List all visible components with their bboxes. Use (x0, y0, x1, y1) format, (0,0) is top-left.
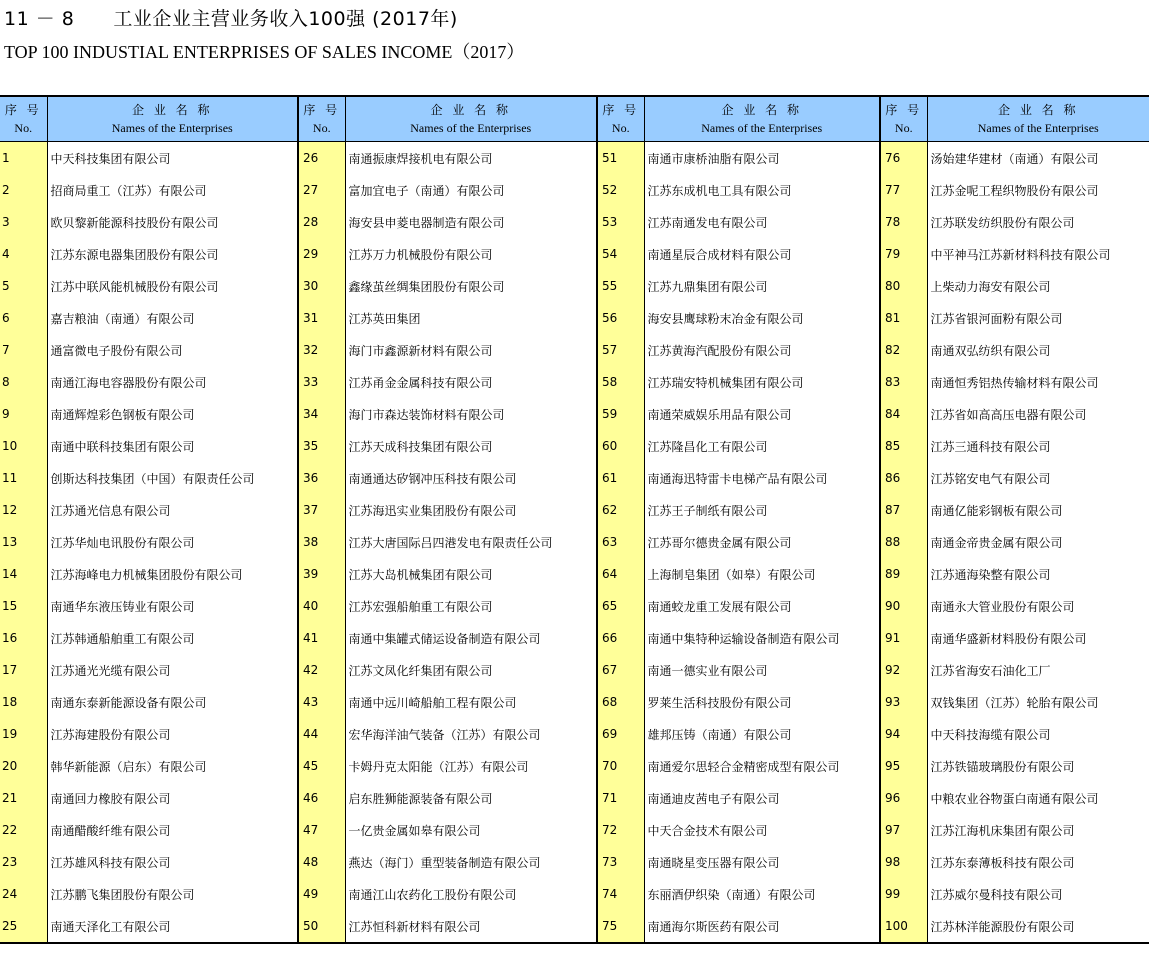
enterprise-name-cell: 江苏林洋能源股份有限公司 (927, 910, 1149, 943)
enterprise-name-cell: 江苏文凤化纤集团有限公司 (345, 654, 597, 686)
enterprise-name-cell: 上海制皂集团（如皋）有限公司 (644, 558, 880, 590)
enterprise-name-cell: 燕达（海门）重型装备制造有限公司 (345, 846, 597, 878)
enterprise-name-cell: 江苏通光信息有限公司 (47, 494, 298, 526)
table-row (0, 782, 1149, 814)
rank-cell: 75 (597, 910, 644, 943)
enterprise-name-cell: 江苏东泰薄板科技有限公司 (930, 855, 1075, 870)
rank-cell: 14 (0, 558, 47, 590)
table-row (0, 558, 1149, 590)
rank-cell: 96 (880, 782, 927, 814)
rank-cell: 27 (298, 174, 345, 206)
rank-cell: 39 (298, 558, 345, 590)
enterprise-name-cell: 江苏海峰电力机械集团股份有限公司 (47, 558, 298, 590)
enterprise-name-cell: 创斯达科技集团（中国）有限责任公司 (47, 462, 298, 494)
rank-cell: 91 (880, 622, 927, 654)
rank-cell: 48 (298, 846, 345, 878)
table-row (0, 430, 1149, 462)
table-row (0, 654, 1149, 686)
rank-cell: 86 (880, 462, 927, 494)
rank-cell: 62 (597, 494, 644, 526)
enterprise-name-cell: 江苏天成科技集团有限公司 (345, 430, 597, 462)
rank-cell: 61 (597, 462, 644, 494)
rank-cell: 68 (597, 686, 644, 718)
page-subtitle: TOP 100 INDUSTIAL ENTERPRISES OF SALES INCOME（2017） (4, 42, 525, 62)
page-title: 11 － 8 工业企业主营业务收入100强 (2017年) (4, 8, 458, 30)
rank-cell: 31 (298, 302, 345, 334)
table-row (0, 526, 1149, 558)
rank-cell: 77 (880, 174, 927, 206)
enterprise-name-cell: 南通东泰新能源设备有限公司 (47, 686, 298, 718)
enterprise-name-cell: 南通华东液压铸业有限公司 (47, 590, 298, 622)
enterprise-name-cell: 江苏东成机电工具有限公司 (644, 174, 880, 206)
rank-cell: 98 (880, 846, 927, 878)
enterprise-name-cell: 江苏铭安电气有限公司 (930, 471, 1051, 486)
table-row (0, 590, 1149, 622)
rank-cell: 51 (597, 142, 644, 175)
enterprise-name-cell: 卡姆丹克太阳能（江苏）有限公司 (345, 750, 597, 782)
enterprise-name-cell: 南通辉煌彩色钢板有限公司 (47, 398, 298, 430)
rank-cell: 99 (880, 878, 927, 910)
enterprise-name-cell: 海门市森达装饰材料有限公司 (345, 398, 597, 430)
rank-cell: 15 (0, 590, 47, 622)
rank-cell: 9 (0, 398, 47, 430)
rank-cell: 54 (597, 238, 644, 270)
rank-cell: 55 (597, 270, 644, 302)
enterprise-name-cell: 中天科技海缆有限公司 (930, 727, 1051, 742)
rank-cell: 70 (597, 750, 644, 782)
enterprise-name-cell: 南通回力橡胶有限公司 (47, 782, 298, 814)
rank-cell: 17 (0, 654, 47, 686)
enterprise-name-cell: 海安县申菱电器制造有限公司 (345, 206, 597, 238)
enterprise-name-cell: 江苏金呢工程织物股份有限公司 (930, 183, 1099, 198)
enterprise-name-cell: 江苏南通发电有限公司 (644, 206, 880, 238)
rank-cell: 12 (0, 494, 47, 526)
table-row (0, 334, 1149, 366)
enterprise-name-cell: 海安县鹰球粉末冶金有限公司 (644, 302, 880, 334)
rank-cell: 65 (597, 590, 644, 622)
enterprise-name-cell: 江苏省海安石油化工厂 (930, 663, 1051, 678)
enterprise-name-cell: 南通晓星变压器有限公司 (644, 846, 880, 878)
rank-cell: 29 (298, 238, 345, 270)
rank-cell: 78 (880, 206, 927, 238)
enterprise-name-cell: 东丽酒伊织染（南通）有限公司 (644, 878, 880, 910)
table-row (0, 718, 1149, 750)
table-row (0, 494, 1149, 526)
rank-cell: 80 (880, 270, 927, 302)
rank-cell: 73 (597, 846, 644, 878)
enterprise-name-cell: 鑫缘茧丝绸集团股份有限公司 (345, 270, 597, 302)
col-header-no: 序 号 No. (0, 96, 47, 142)
rank-cell: 44 (298, 718, 345, 750)
enterprise-name-cell: 一亿贵金属如皋有限公司 (345, 814, 597, 846)
enterprise-name-cell: 江苏铁锚玻璃股份有限公司 (930, 759, 1075, 774)
enterprise-name-cell: 江苏通海染整有限公司 (930, 567, 1051, 582)
enterprise-name-cell: 江苏王子制纸有限公司 (644, 494, 880, 526)
table-row (0, 398, 1149, 430)
enterprise-name-cell: 江苏万力机械股份有限公司 (345, 238, 597, 270)
rank-cell: 72 (597, 814, 644, 846)
enterprise-name-cell: 欧贝黎新能源科技股份有限公司 (47, 206, 298, 238)
rank-cell: 94 (880, 718, 927, 750)
rank-cell: 8 (0, 366, 47, 398)
rank-cell: 53 (597, 206, 644, 238)
enterprise-name-cell: 宏华海洋油气装备（江苏）有限公司 (345, 718, 597, 750)
col-header-name: 企 业 名 称 Names of the Enterprises (927, 96, 1149, 142)
table-row (0, 686, 1149, 718)
enterprise-name-cell: 江苏中联风能机械股份有限公司 (47, 270, 298, 302)
rank-cell: 83 (880, 366, 927, 398)
rank-cell: 95 (880, 750, 927, 782)
rank-cell: 64 (597, 558, 644, 590)
rank-cell: 92 (880, 654, 927, 686)
enterprise-name-cell: 江苏雄风科技有限公司 (47, 846, 298, 878)
enterprise-name-cell: 南通恒秀铝热传输材料有限公司 (930, 375, 1099, 390)
enterprise-name-cell: 中天合金技术有限公司 (644, 814, 880, 846)
enterprise-name-cell: 双钱集团（江苏）轮胎有限公司 (930, 695, 1099, 710)
enterprise-name-cell: 南通中联科技集团有限公司 (47, 430, 298, 462)
enterprise-name-cell: 江苏英田集团 (345, 302, 597, 334)
rank-cell: 24 (0, 878, 47, 910)
rank-cell: 10 (0, 430, 47, 462)
rank-cell: 25 (0, 910, 47, 943)
enterprise-name-cell: 中粮农业谷物蛋白南通有限公司 (930, 791, 1099, 806)
enterprise-name-cell: 南通爱尔思轻合金精密成型有限公司 (644, 750, 880, 782)
enterprise-name-cell: 南通蛟龙重工发展有限公司 (644, 590, 880, 622)
rank-cell: 19 (0, 718, 47, 750)
table-row (0, 622, 1149, 654)
enterprise-name-cell: 汤始建华建材（南通）有限公司 (930, 151, 1099, 166)
enterprises-table (0, 95, 1149, 944)
enterprise-name-cell: 江苏宏强船舶重工有限公司 (345, 590, 597, 622)
table-row (0, 302, 1149, 334)
enterprise-name-cell: 南通振康焊接机电有限公司 (345, 142, 597, 175)
rank-cell: 6 (0, 302, 47, 334)
enterprise-name-cell: 中天科技集团有限公司 (47, 142, 298, 175)
rank-cell: 49 (298, 878, 345, 910)
enterprise-name-cell: 富加宜电子（南通）有限公司 (345, 174, 597, 206)
rank-cell: 82 (880, 334, 927, 366)
enterprise-name-cell: 南通海尔斯医药有限公司 (644, 910, 880, 943)
table-row (0, 270, 1149, 302)
enterprise-name-cell: 江苏江海机床集团有限公司 (930, 823, 1075, 838)
col-header-no: 序 号 No. (298, 96, 345, 142)
rank-cell: 32 (298, 334, 345, 366)
rank-cell: 50 (298, 910, 345, 943)
table-row (0, 910, 1149, 943)
enterprise-name-cell: 南通中远川崎船舶工程有限公司 (345, 686, 597, 718)
rank-cell: 56 (597, 302, 644, 334)
rank-cell: 71 (597, 782, 644, 814)
enterprise-name-cell: 江苏联发纺织股份有限公司 (930, 215, 1075, 230)
enterprise-name-cell: 江苏东源电器集团股份有限公司 (47, 238, 298, 270)
enterprise-name-cell: 南通江山农药化工股份有限公司 (345, 878, 597, 910)
enterprise-name-cell: 通富微电子股份有限公司 (47, 334, 298, 366)
rank-cell: 37 (298, 494, 345, 526)
rank-cell: 66 (597, 622, 644, 654)
rank-cell: 38 (298, 526, 345, 558)
rank-cell: 35 (298, 430, 345, 462)
enterprise-name-cell: 南通荣威娱乐用品有限公司 (644, 398, 880, 430)
rank-cell: 57 (597, 334, 644, 366)
rank-cell: 67 (597, 654, 644, 686)
rank-cell: 90 (880, 590, 927, 622)
rank-cell: 21 (0, 782, 47, 814)
table-row (0, 206, 1149, 238)
enterprise-name-cell: 江苏鹏飞集团股份有限公司 (47, 878, 298, 910)
enterprise-name-cell: 南通天泽化工有限公司 (47, 910, 298, 943)
rank-cell: 7 (0, 334, 47, 366)
enterprise-name-cell: 江苏三通科技有限公司 (930, 439, 1051, 454)
rank-cell: 88 (880, 526, 927, 558)
table-row (0, 142, 1149, 175)
enterprise-name-cell: 南通通达矽钢冲压科技有限公司 (345, 462, 597, 494)
enterprise-name-cell: 上柴动力海安有限公司 (930, 279, 1051, 294)
rank-cell: 40 (298, 590, 345, 622)
table-row (0, 750, 1149, 782)
rank-cell: 41 (298, 622, 345, 654)
enterprise-name-cell: 江苏海迅实业集团股份有限公司 (345, 494, 597, 526)
rank-cell: 87 (880, 494, 927, 526)
enterprise-name-cell: 罗莱生活科技股份有限公司 (644, 686, 880, 718)
enterprise-name-cell: 启东胜狮能源装备有限公司 (345, 782, 597, 814)
rank-cell: 89 (880, 558, 927, 590)
rank-cell: 69 (597, 718, 644, 750)
rank-cell: 36 (298, 462, 345, 494)
rank-cell: 34 (298, 398, 345, 430)
enterprise-name-cell: 江苏省银河面粉有限公司 (930, 311, 1063, 326)
enterprise-name-cell: 南通中集特种运输设备制造有限公司 (644, 622, 880, 654)
rank-cell: 5 (0, 270, 47, 302)
table-row (0, 878, 1149, 910)
enterprise-name-cell: 南通中集罐式储运设备制造有限公司 (345, 622, 597, 654)
rank-cell: 26 (298, 142, 345, 175)
rank-cell: 58 (597, 366, 644, 398)
rank-cell: 85 (880, 430, 927, 462)
rank-cell: 43 (298, 686, 345, 718)
rank-cell: 16 (0, 622, 47, 654)
enterprise-name-cell: 南通亿能彩钢板有限公司 (930, 503, 1063, 518)
rank-cell: 84 (880, 398, 927, 430)
rank-cell: 23 (0, 846, 47, 878)
enterprise-name-cell: 江苏恒科新材料有限公司 (345, 910, 597, 943)
enterprise-name-cell: 南通一德实业有限公司 (644, 654, 880, 686)
rank-cell: 33 (298, 366, 345, 398)
col-header-name: 企 业 名 称 Names of the Enterprises (345, 96, 597, 142)
enterprise-name-cell: 雄邦压铸（南通）有限公司 (644, 718, 880, 750)
rank-cell: 1 (0, 142, 47, 175)
rank-cell: 18 (0, 686, 47, 718)
enterprise-name-cell: 江苏哥尔德贵金属有限公司 (644, 526, 880, 558)
enterprise-name-cell: 南通双弘纺织有限公司 (930, 343, 1051, 358)
rank-cell: 22 (0, 814, 47, 846)
col-header-name: 企 业 名 称 Names of the Enterprises (47, 96, 298, 142)
rank-cell: 3 (0, 206, 47, 238)
rank-cell: 42 (298, 654, 345, 686)
rank-cell: 4 (0, 238, 47, 270)
enterprise-name-cell: 南通星辰合成材料有限公司 (644, 238, 880, 270)
rank-cell: 13 (0, 526, 47, 558)
enterprise-name-cell: 海门市鑫源新材料有限公司 (345, 334, 597, 366)
rank-cell: 74 (597, 878, 644, 910)
enterprise-name-cell: 南通市康桥油脂有限公司 (644, 142, 880, 175)
enterprise-name-cell: 嘉吉粮油（南通）有限公司 (47, 302, 298, 334)
enterprise-name-cell: 江苏九鼎集团有限公司 (644, 270, 880, 302)
rank-cell: 76 (880, 142, 927, 175)
rank-cell: 11 (0, 462, 47, 494)
rank-cell: 47 (298, 814, 345, 846)
rank-cell: 20 (0, 750, 47, 782)
enterprise-name-cell: 招商局重工（江苏）有限公司 (47, 174, 298, 206)
rank-cell: 30 (298, 270, 345, 302)
enterprise-name-cell: 江苏大岛机械集团有限公司 (345, 558, 597, 590)
table-body (0, 142, 1149, 944)
table-row (0, 366, 1149, 398)
rank-cell: 45 (298, 750, 345, 782)
enterprise-name-cell: 江苏隆昌化工有限公司 (644, 430, 880, 462)
rank-cell: 79 (880, 238, 927, 270)
table-row (0, 238, 1149, 270)
enterprise-name-cell: 南通迪皮茜电子有限公司 (644, 782, 880, 814)
enterprise-name-cell: 江苏黄海汽配股份有限公司 (644, 334, 880, 366)
rank-cell: 46 (298, 782, 345, 814)
rank-cell: 97 (880, 814, 927, 846)
enterprise-name-cell: 南通海迅特雷卡电梯产品有限公司 (644, 462, 880, 494)
table-row (0, 462, 1149, 494)
table-row (0, 814, 1149, 846)
header-row (0, 96, 1149, 142)
enterprise-name-cell: 南通华盛新材料股份有限公司 (930, 631, 1087, 646)
rank-cell: 2 (0, 174, 47, 206)
col-header-name: 企 业 名 称 Names of the Enterprises (644, 96, 880, 142)
rank-cell: 81 (880, 302, 927, 334)
rank-cell: 93 (880, 686, 927, 718)
rank-cell: 100 (880, 910, 927, 943)
enterprise-name-cell: 南通永大管业股份有限公司 (930, 599, 1075, 614)
enterprise-name-cell: 江苏韩通船舶重工有限公司 (47, 622, 298, 654)
enterprise-name-cell: 江苏大唐国际吕四港发电有限责任公司 (345, 526, 597, 558)
enterprise-name-cell: 南通醋酸纤维有限公司 (47, 814, 298, 846)
col-header-no: 序 号 No. (880, 96, 927, 142)
enterprise-name-cell: 南通江海电容器股份有限公司 (47, 366, 298, 398)
rank-cell: 60 (597, 430, 644, 462)
rank-cell: 59 (597, 398, 644, 430)
enterprise-name-cell: 江苏通光光缆有限公司 (47, 654, 298, 686)
table-row (0, 174, 1149, 206)
enterprise-name-cell: 江苏瑞安特机械集团有限公司 (644, 366, 880, 398)
enterprise-name-cell: 中平神马江苏新材料科技有限公司 (930, 247, 1111, 262)
enterprise-name-cell: 江苏华灿电讯股份有限公司 (47, 526, 298, 558)
col-header-no: 序 号 No. (597, 96, 644, 142)
enterprise-name-cell: 南通金帝贵金属有限公司 (930, 535, 1063, 550)
rank-cell: 28 (298, 206, 345, 238)
rank-cell: 52 (597, 174, 644, 206)
enterprise-name-cell: 江苏海建股份有限公司 (47, 718, 298, 750)
enterprise-name-cell: 江苏甬金金属科技有限公司 (345, 366, 597, 398)
enterprise-name-cell: 韩华新能源（启东）有限公司 (47, 750, 298, 782)
rank-cell: 63 (597, 526, 644, 558)
enterprise-name-cell: 江苏省如高高压电器有限公司 (930, 407, 1087, 422)
table-row (0, 846, 1149, 878)
enterprise-name-cell: 江苏威尔曼科技有限公司 (930, 887, 1063, 902)
